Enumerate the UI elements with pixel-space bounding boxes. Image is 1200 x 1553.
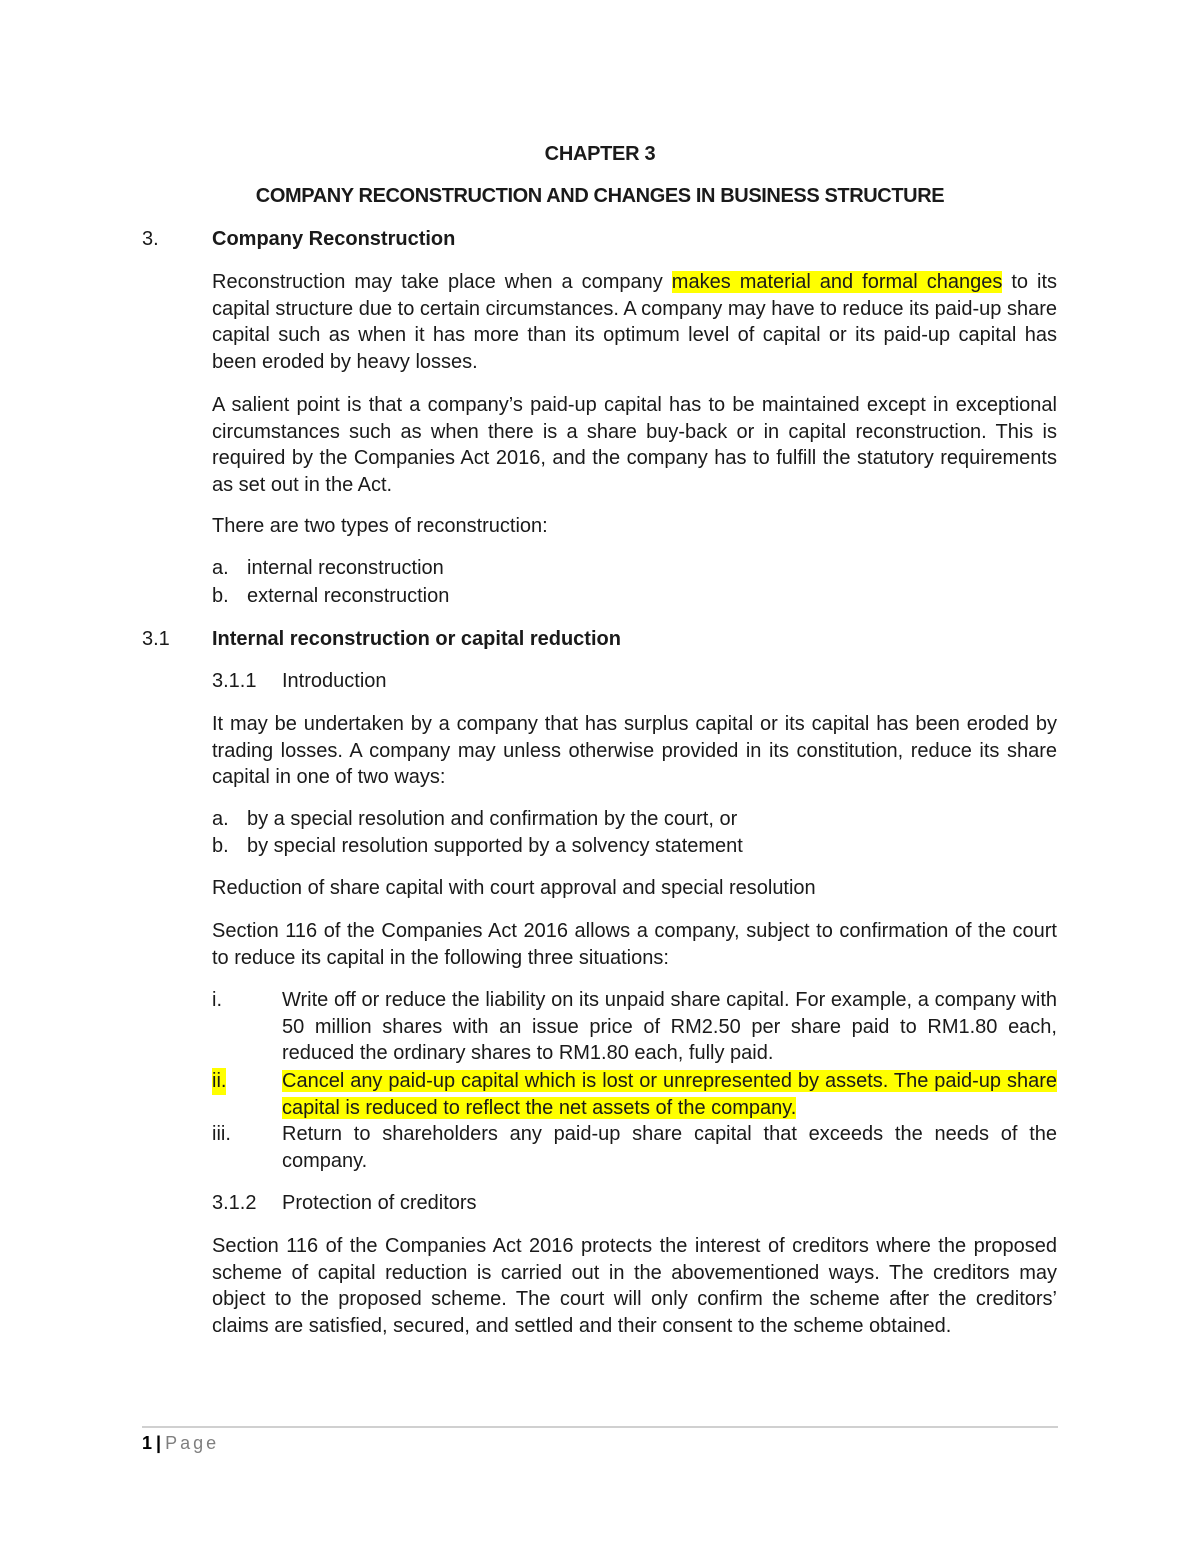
paragraph: A salient point is that a company’s paid-up capital has to be maintained except in exceptional circumstances such as when there is a share buy-back or in capital reconstruction. This is required by the Companies Act 2016, and the company has to fulfill the statutory requirements as set out in the Act. [212, 394, 1057, 496]
list-item-text: Write off or reduce the liability on its unpaid share capital. For example, a company with 50 million shares with an issue price of RM2.50 per share paid to RM1.80 each, reduced the ordinary shares to RM1.80 each, fully paid. [282, 989, 1057, 1064]
list-item: by special resolution supported by a solvency statement [247, 835, 743, 857]
section-heading: Company Reconstruction [212, 228, 456, 250]
section-number: 3.1 [142, 628, 170, 650]
subsection-title: Introduction [282, 670, 387, 692]
list-item [212, 987, 1057, 1067]
list-marker: iii. [212, 1123, 231, 1145]
list-item-text: Return to shareholders any paid-up share capital that exceeds the needs of the company. [282, 1123, 1057, 1172]
list-item: external reconstruction [247, 585, 450, 607]
chapter-title: COMPANY RECONSTRUCTION AND CHANGES IN BUSINESS STRUCTURE [255, 185, 945, 207]
subsection-number: 3.1.2 [212, 1192, 257, 1214]
footer-separator: | [156, 1433, 162, 1453]
list-marker: i. [212, 989, 222, 1011]
highlighted-text: Cancel any paid-up capital which is lost or unrepresented by assets. The paid-up share capital is reduced to reflect the net assets of the company. [282, 1070, 1057, 1119]
list-marker: ii. [212, 1068, 226, 1095]
list-item [212, 1121, 1057, 1174]
list-marker: a. [212, 808, 229, 830]
section-number: 3. [142, 228, 159, 250]
paragraph: Section 116 of the Companies Act 2016 allows a company, subject to confirmation of the court to reduce its capital in the following three situations: [212, 920, 1057, 969]
highlighted-text: makes material and formal changes [671, 271, 1003, 293]
list-item: by a special resolution and confirmation by the court, or [247, 808, 738, 830]
paragraph: Reduction of share capital with court approval and special resolution [212, 877, 816, 899]
subsection-title: Protection of creditors [282, 1192, 477, 1214]
list-marker: b. [212, 835, 229, 857]
paragraph-text: to its capital structure due to certain circumstances. A company may have to reduce its paid-up share capital such as when it has more than its optimum level of capital or its paid-up capital has been eroded by heavy losses. [212, 271, 1057, 373]
list-marker: a. [212, 557, 229, 579]
subsection-number: 3.1.1 [212, 670, 257, 692]
page-label: Page [165, 1433, 220, 1453]
paragraph: Section 116 of the Companies Act 2016 protects the interest of creditors where the proposed scheme of capital reduction is carried out in the abovementioned ways. The creditors may object to the proposed scheme. The court will only confirm the scheme after the creditors’ claims are satisfied, secured, and settled and their consent to the scheme obtained. [212, 1235, 1057, 1337]
list-marker: b. [212, 585, 229, 607]
paragraph: There are two types of reconstruction: [212, 515, 548, 537]
paragraph: It may be undertaken by a company that has surplus capital or its capital has been eroded by trading losses. A company may unless otherwise provided in its constitution, reduce its share capital in one of two ways: [212, 713, 1057, 788]
footer-divider [142, 1426, 1058, 1428]
paragraph [212, 269, 1057, 375]
list-item-highlighted [212, 1068, 1057, 1121]
paragraph-text: Reconstruction may take place when a company [212, 271, 672, 293]
list-item-text [282, 1068, 1057, 1121]
page-footer [142, 1433, 219, 1454]
chapter-number: CHAPTER 3 [544, 143, 656, 165]
page-number: 1 [142, 1433, 153, 1453]
list-item: internal reconstruction [247, 557, 444, 579]
section-heading: Internal reconstruction or capital reduction [212, 628, 621, 650]
